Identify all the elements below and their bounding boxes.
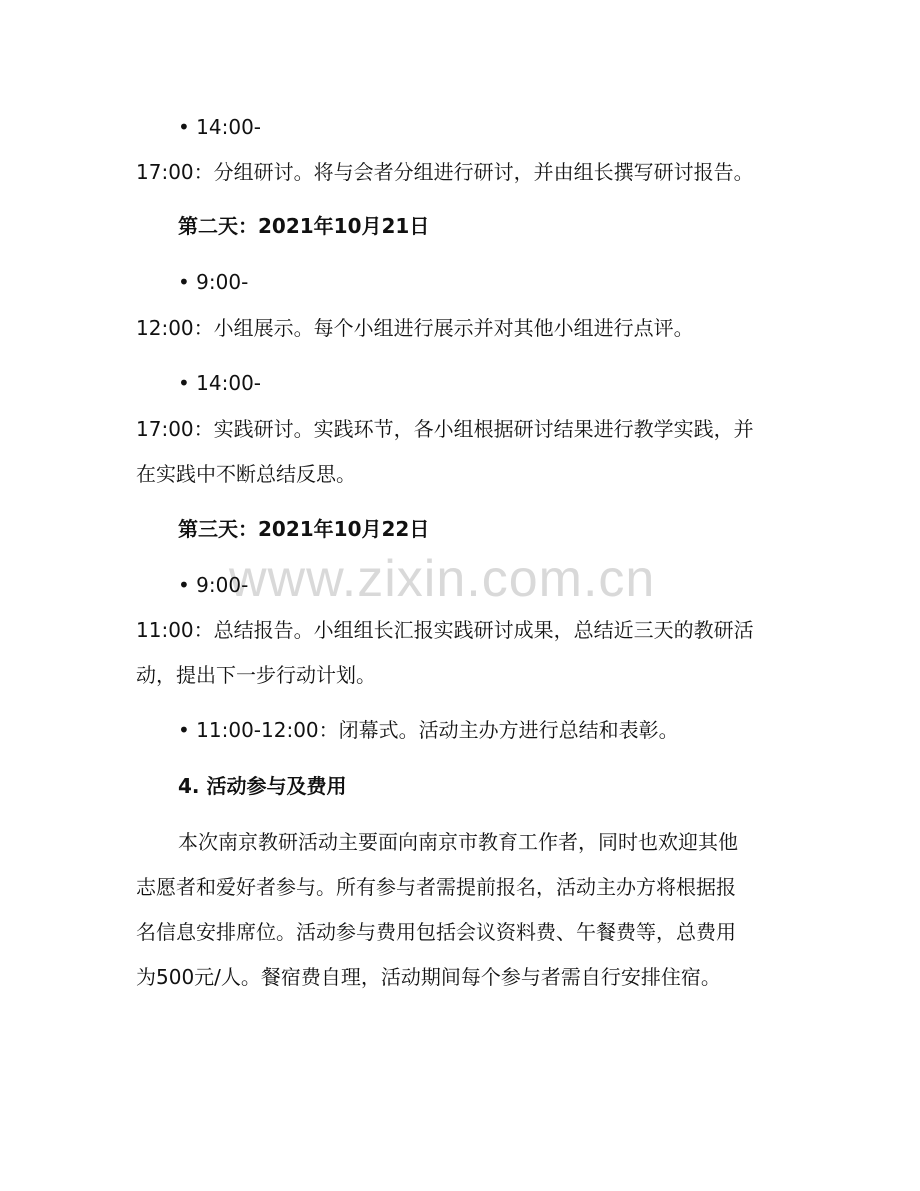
paragraph-text: 为500元/人。餐宿费自理，活动期间每个参与者需自行安排住宿。 [136, 965, 721, 989]
bullet-closing: • 11:00-12:00：闭幕式。活动主办方进行总结和表彰。 [178, 718, 679, 742]
schedule-text: 动，提出下一步行动计划。 [136, 663, 376, 687]
schedule-text: 12:00：小组展示。每个小组进行展示并对其他小组进行点评。 [136, 316, 694, 340]
schedule-text: 11:00：总结报告。小组组长汇报实践研讨成果，总结近三天的教研活 [136, 618, 754, 642]
day-heading: 第二天：2021年10月21日 [178, 214, 430, 238]
schedule-text: 在实践中不断总结反思。 [136, 462, 356, 486]
bullet-day3-morning: • 9:00- [178, 573, 249, 597]
bullet-day1-afternoon: • 14:00- [178, 115, 262, 139]
day-heading: 第三天：2021年10月22日 [178, 517, 430, 541]
schedule-text: 17:00：分组研讨。将与会者分组进行研讨，并由组长撰写研讨报告。 [136, 160, 754, 184]
bullet-day2-morning: • 9:00- [178, 270, 249, 294]
bullet-day2-afternoon: • 14:00- [178, 371, 262, 395]
watermark: www.zixin.com.cn [229, 550, 656, 608]
paragraph-text: 志愿者和爱好者参与。所有参与者需提前报名，活动主办方将根据报 [136, 875, 736, 899]
paragraph-text: 名信息安排席位。活动参与费用包括会议资料费、午餐费等，总费用 [136, 920, 736, 944]
section-heading: 4. 活动参与及费用 [178, 774, 347, 798]
paragraph-text: 本次南京教研活动主要面向南京市教育工作者，同时也欢迎其他 [178, 830, 738, 854]
schedule-text: 17:00：实践研讨。实践环节，各小组根据研讨结果进行教学实践，并 [136, 417, 754, 441]
